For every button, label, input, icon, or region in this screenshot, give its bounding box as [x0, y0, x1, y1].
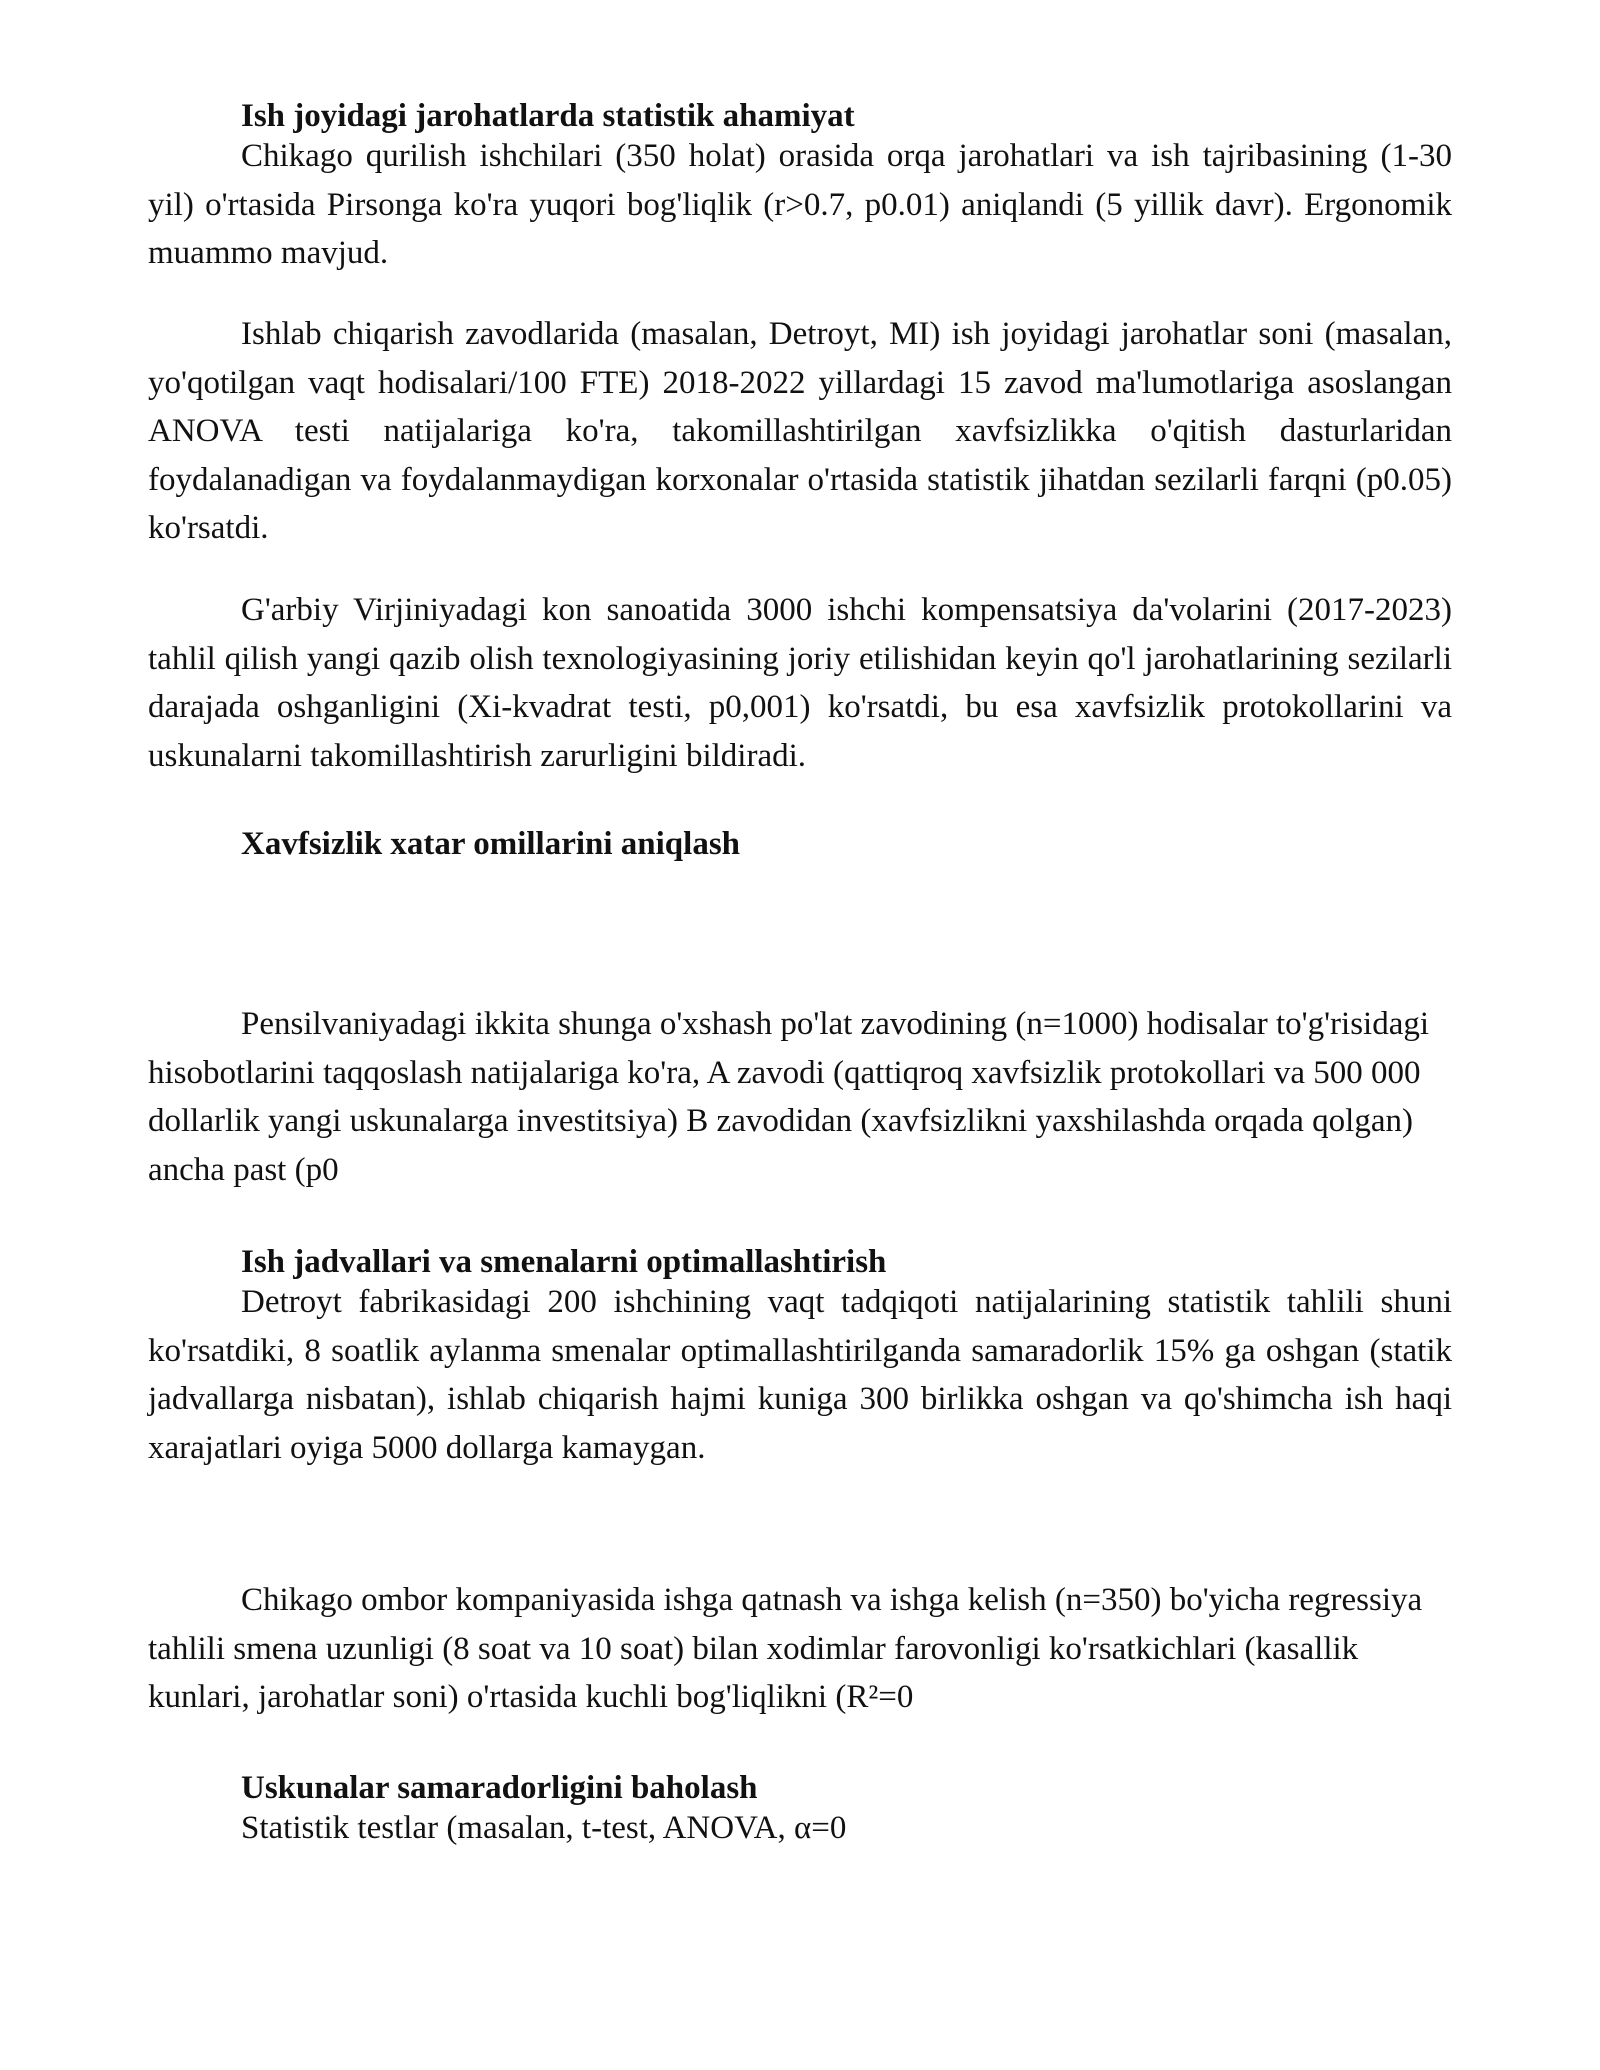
paragraph-west-virginia-mining: G'arbiy Virjiniyadagi kon sanoatida 3000 ishchi kompensatsiya da'volarini (2017-2023) tahlil qilish yangi qazib olish texnologiyasining joriy etilishidan keyin qo'l jarohatlarining sezilarli darajada oshganligini (Xi-kvadrat testi, p0,001) ko'rsatdi, bu esa xavfsizlik protokollarini va uskunalarni takomillashtirish zarurligini bildiradi. [148, 592, 1452, 774]
paragraph-pennsylvania-steel: Pensilvaniyadagi ikkita shunga o'xshash po'lat zavodining (n=1000) hodisalar to'g'risidagi hisobotlarini taqqoslash natijalariga ko'ra, A zavodi (qattiqroq xavfsizlik protokollari va 500 000 dollarlik yangi uskunalarga investitsiya) B zavodidan (xavfsizlikni yaxshilashda orqada qolgan) ancha past (p0 [148, 1006, 1430, 1188]
section-heading-equipment-efficiency: Uskunalar samaradorligini baholash [241, 1770, 758, 1806]
paragraph-detroit-manufacturing: Ishlab chiqarish zavodlarida (masalan, Detroyt, MI) ish joyidagi jarohatlar soni (masalan, yo'qotilgan vaqt hodisalari/100 FTE) 2018-2022 yillardagi 15 zavod ma'lumotlariga asoslangan ANOVA testi natijalariga ko'ra, takomillashtirilgan xavfsizlikka o'qitish dasturlaridan foydalanadigan va foydalanmaydigan korxonalar o'rtasida statistik jihatdan sezilarli farqni (p0.05) ko'rsatdi. [148, 316, 1452, 546]
section-heading-risk-factors: Xavfsizlik xatar omillarini aniqlash [241, 826, 741, 862]
paragraph-statistical-tests: Statistik testlar (masalan, t-test, ANOVA, α=0 [241, 1810, 847, 1846]
section-heading-shift-optimization: Ish jadvallari va smenalarni optimallashtirish [241, 1244, 887, 1280]
paragraph-chicago-construction: Chikago qurilish ishchilari (350 holat) orasida orqa jarohatlari va ish tajribasining (1-30 yil) o'rtasida Pirsonga ko'ra yuqori bog'liqlik (r>0.7, p0.01) aniqlandi (5 yillik davr). Ergonomik muammo mavjud. [148, 138, 1452, 271]
paragraph-detroit-time-study: Detroyt fabrikasidagi 200 ishchining vaqt tadqiqoti natijalarining statistik tahlili shuni ko'rsatdiki, 8 soatlik aylanma smenalar optimallashtirilganda samaradorlik 15% ga oshgan (statik jadvallarga nisbatan), ishlab chiqarish hajmi kuniga 300 birlikka oshgan va qo'shimcha ish haqi xarajatlari oyiga 5000 dollarga kamaygan. [148, 1284, 1452, 1466]
section-heading-injury-significance: Ish joyidagi jarohatlarda statistik ahamiyat [241, 98, 855, 134]
paragraph-chicago-warehouse: Chikago ombor kompaniyasida ishga qatnash va ishga kelish (n=350) bo'yicha regressiya tahlili smena uzunligi (8 soat va 10 soat) bilan xodimlar farovonligi ko'rsatkichlari (kasallik kunlari, jarohatlar soni) o'rtasida kuchli bog'liqlikni (R²=0 [148, 1582, 1423, 1715]
